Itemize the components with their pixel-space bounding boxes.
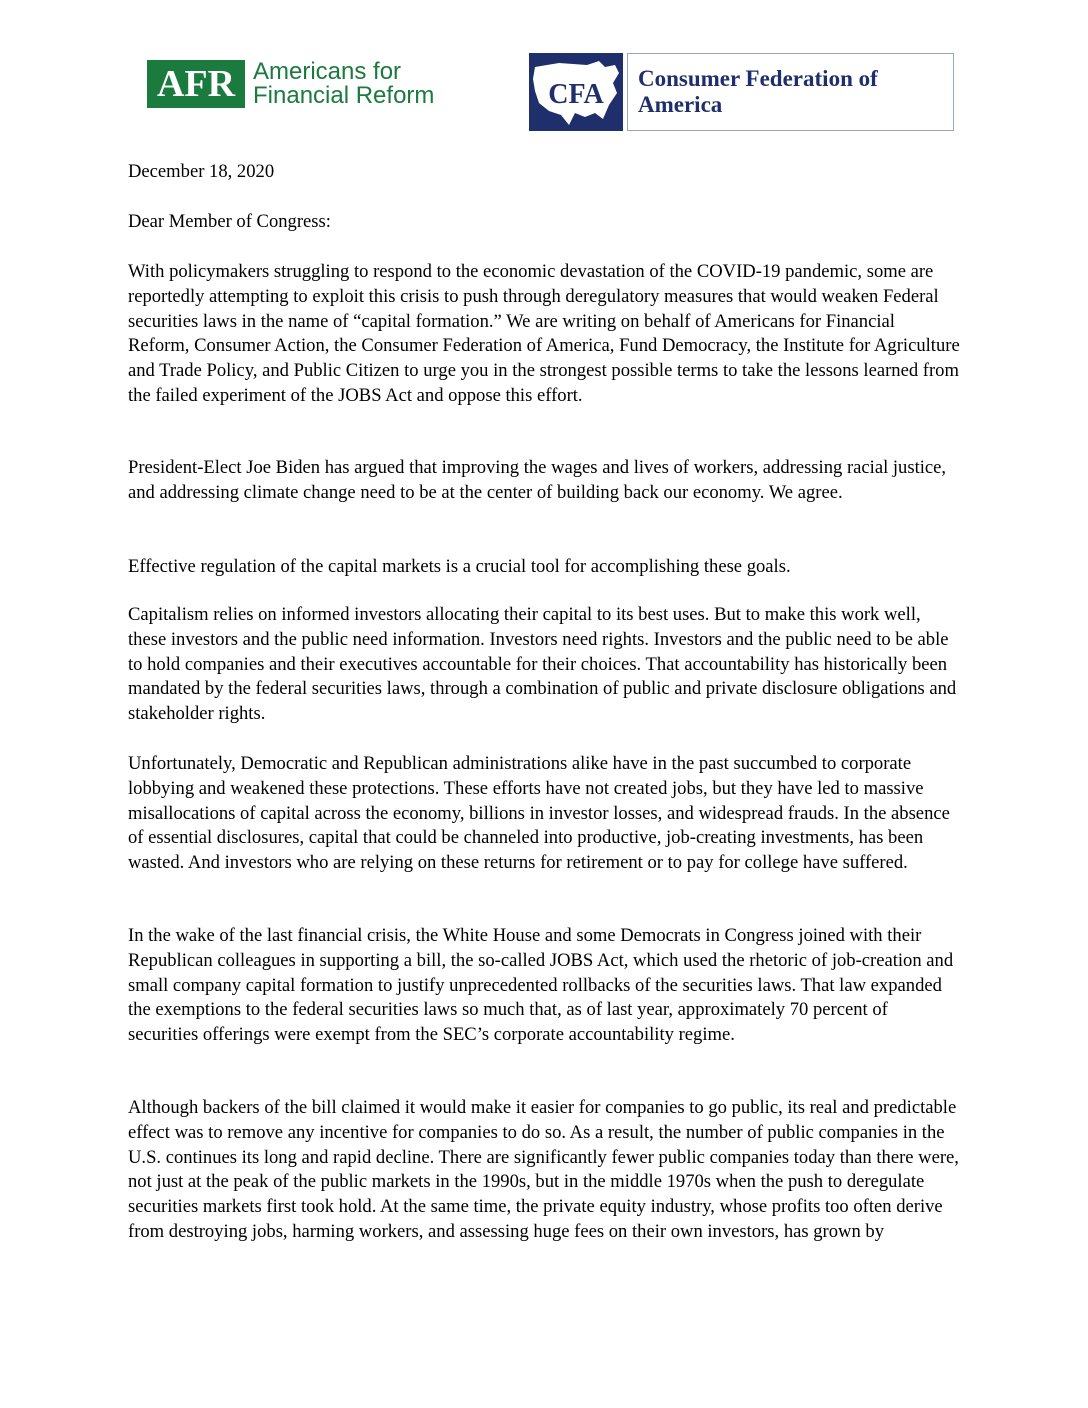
cfa-name: Consumer Federation of America — [627, 53, 954, 131]
afr-logo — [147, 60, 434, 108]
paragraph-5: Unfortunately, Democratic and Republican administrations alike have in the past succumbed to corporate lobbying and weakened these protections. These efforts have not created jobs, but they have led to massive misallocations of capital across the economy, billions in investor losses, and widespread frauds. In the absence of essential disclosures, capital that could be channeled into productive, job-creating investments, has been wasted. And investors who are relying on these returns for retirement or to pay for college have suffered. — [128, 753, 950, 874]
afr-logo-text — [253, 60, 434, 108]
paragraph-6: In the wake of the last financial crisis, the White House and some Democrats in Congress joined with their Republican colleagues in supporting a bill, the so-called JOBS Act, which used the rhetoric of job-creation and small company capital formation to justify unprecedented rollbacks of the securities laws. That law expanded the exemptions to the federal securities laws so much that, as of last year, approximately 70 percent of securities offerings were exempt from the SEC’s corporate accountability regime. — [128, 925, 954, 1046]
paragraph-1: With policymakers struggling to respond to the economic devastation of the COVID-19 pandemic, some are reportedly attempting to exploit this crisis to push through deregulatory measures that would weaken Federal securities laws in the name of “capital formation.” We are writing on behalf of Americans for Financial Reform, Consumer Action, the Consumer Federation of America, Fund Democracy, the Institute for Agriculture and Trade Policy, and Public Citizen to urge you in the strongest possible terms to take the lessons learned from the failed experiment of the JOBS Act and oppose this effort. — [128, 261, 960, 406]
afr-logo-mark: AFR — [147, 60, 245, 108]
paragraph-2: President-Elect Joe Biden has argued that improving the wages and lives of workers, addressing racial justice, and addressing climate change need to be at the center of building back our economy. We agree. — [128, 457, 947, 503]
cfa-logo-mark — [529, 53, 623, 131]
cfa-abbrev-text — [529, 53, 623, 131]
letter-salutation: Dear Member of Congress: — [128, 211, 331, 232]
cfa-logo — [529, 53, 954, 131]
letter-date: December 18, 2020 — [128, 161, 275, 182]
afr-name-line1: Americans for — [253, 58, 402, 85]
svg-text:CFA: CFA — [548, 79, 604, 110]
afr-name-line2: Financial Reform — [253, 82, 435, 109]
paragraph-3: Effective regulation of the capital markets is a crucial tool for accomplishing these goals. — [128, 556, 791, 577]
paragraph-4: Capitalism relies on informed investors allocating their capital to its best uses. But to make this work well, these investors and the public need information. Investors need rights. Investors and the public need to be able to hold companies and their executives accountable for their choices. That accountability has historically been mandated by the federal securities laws, through a combination of public and private disclosure obligations and stakeholder rights. — [128, 604, 957, 725]
paragraph-7: Although backers of the bill claimed it would make it easier for companies to go public, its real and predictable effect was to remove any incentive for companies to do so. As a result, the number of public companies in the U.S. continues its long and rapid decline. There are significantly fewer public companies today than there were, not just at the peak of the public markets in the 1990s, but in the middle 1970s when the push to deregulate securities markets first took hold. At the same time, the private equity industry, whose profits too often derive from destroying jobs, harming workers, and assessing huge fees on their own investors, has grown by — [128, 1097, 959, 1242]
